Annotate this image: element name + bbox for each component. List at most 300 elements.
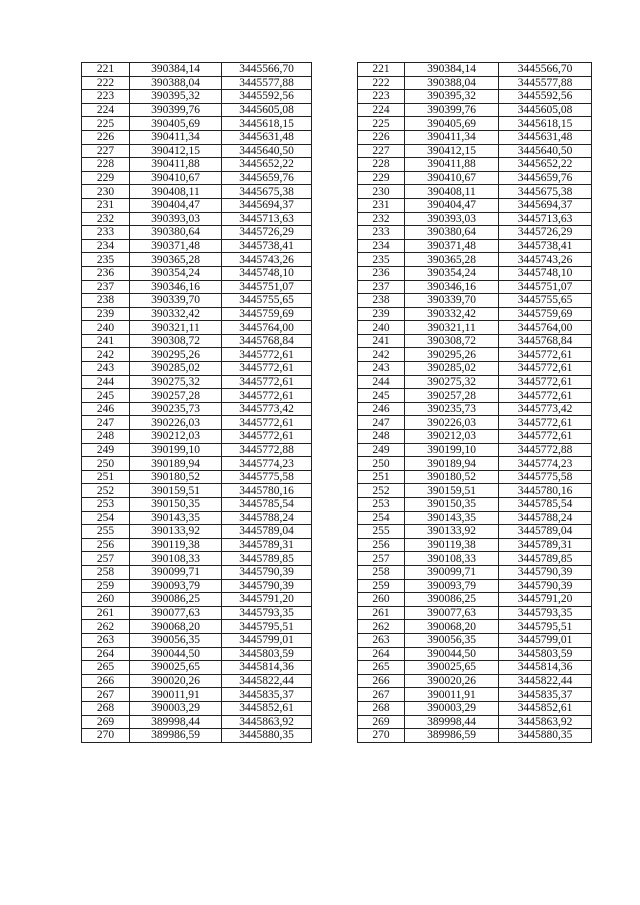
right-x-coordinate-cell: 390143,35 xyxy=(405,511,499,525)
right-x-coordinate-cell: 390226,03 xyxy=(405,416,499,430)
left-point-number-cell: 229 xyxy=(82,171,130,185)
left-y-coordinate-cell: 3445772,61 xyxy=(222,416,312,430)
left-y-coordinate-cell: 3445743,26 xyxy=(222,253,312,267)
left-point-number-cell: 237 xyxy=(82,280,130,294)
left-y-coordinate-cell: 3445592,56 xyxy=(222,90,312,104)
column-gap xyxy=(312,226,358,240)
column-gap xyxy=(312,294,358,308)
left-y-coordinate-cell: 3445863,92 xyxy=(222,715,312,729)
right-y-coordinate-cell: 3445755,65 xyxy=(499,294,592,308)
column-gap xyxy=(312,280,358,294)
right-x-coordinate-cell: 390408,11 xyxy=(405,185,499,199)
right-y-coordinate-cell: 3445852,61 xyxy=(499,701,592,715)
right-y-coordinate-cell: 3445764,00 xyxy=(499,321,592,335)
left-point-number-cell: 233 xyxy=(82,226,130,240)
left-point-number-cell: 242 xyxy=(82,348,130,362)
left-point-number-cell: 259 xyxy=(82,579,130,593)
right-y-coordinate-cell: 3445772,61 xyxy=(499,430,592,444)
left-y-coordinate-cell: 3445631,48 xyxy=(222,130,312,144)
right-point-number-cell: 257 xyxy=(358,552,405,566)
right-y-coordinate-cell: 3445592,56 xyxy=(499,90,592,104)
column-gap xyxy=(312,253,358,267)
left-point-number-cell: 247 xyxy=(82,416,130,430)
table-row xyxy=(82,226,592,240)
right-point-number-cell: 229 xyxy=(358,171,405,185)
left-x-coordinate-cell: 390133,92 xyxy=(130,525,222,539)
table-row xyxy=(82,538,592,552)
table-row xyxy=(82,130,592,144)
right-y-coordinate-cell: 3445788,24 xyxy=(499,511,592,525)
table-row xyxy=(82,90,592,104)
right-y-coordinate-cell: 3445768,84 xyxy=(499,334,592,348)
column-gap xyxy=(312,674,358,688)
right-x-coordinate-cell: 390380,64 xyxy=(405,226,499,240)
table-row xyxy=(82,443,592,457)
column-gap xyxy=(312,729,358,743)
left-point-number-cell: 255 xyxy=(82,525,130,539)
left-y-coordinate-cell: 3445780,16 xyxy=(222,484,312,498)
table-row xyxy=(82,430,592,444)
column-gap xyxy=(312,103,358,117)
right-y-coordinate-cell: 3445835,37 xyxy=(499,688,592,702)
right-y-coordinate-cell: 3445748,10 xyxy=(499,266,592,280)
right-y-coordinate-cell: 3445713,63 xyxy=(499,212,592,226)
column-gap xyxy=(312,647,358,661)
column-gap xyxy=(312,158,358,172)
left-x-coordinate-cell: 390388,04 xyxy=(130,76,222,90)
column-gap xyxy=(312,389,358,403)
left-y-coordinate-cell: 3445790,39 xyxy=(222,579,312,593)
left-x-coordinate-cell: 390020,26 xyxy=(130,674,222,688)
right-y-coordinate-cell: 3445618,15 xyxy=(499,117,592,131)
left-y-coordinate-cell: 3445814,36 xyxy=(222,661,312,675)
left-point-number-cell: 256 xyxy=(82,538,130,552)
left-y-coordinate-cell: 3445799,01 xyxy=(222,633,312,647)
right-point-number-cell: 230 xyxy=(358,185,405,199)
right-point-number-cell: 232 xyxy=(358,212,405,226)
left-x-coordinate-cell: 390044,50 xyxy=(130,647,222,661)
right-point-number-cell: 236 xyxy=(358,266,405,280)
right-x-coordinate-cell: 390025,65 xyxy=(405,661,499,675)
left-point-number-cell: 268 xyxy=(82,701,130,715)
left-x-coordinate-cell: 390408,11 xyxy=(130,185,222,199)
right-y-coordinate-cell: 3445605,08 xyxy=(499,103,592,117)
right-x-coordinate-cell: 390235,73 xyxy=(405,402,499,416)
left-y-coordinate-cell: 3445773,42 xyxy=(222,402,312,416)
right-y-coordinate-cell: 3445785,54 xyxy=(499,498,592,512)
table-row xyxy=(82,76,592,90)
left-y-coordinate-cell: 3445738,41 xyxy=(222,239,312,253)
left-y-coordinate-cell: 3445788,24 xyxy=(222,511,312,525)
right-x-coordinate-cell: 390212,03 xyxy=(405,430,499,444)
table-row xyxy=(82,525,592,539)
left-x-coordinate-cell: 390056,35 xyxy=(130,633,222,647)
left-x-coordinate-cell: 390099,71 xyxy=(130,565,222,579)
right-x-coordinate-cell: 390044,50 xyxy=(405,647,499,661)
column-gap xyxy=(312,185,358,199)
right-point-number-cell: 268 xyxy=(358,701,405,715)
right-x-coordinate-cell: 390199,10 xyxy=(405,443,499,457)
left-x-coordinate-cell: 390354,24 xyxy=(130,266,222,280)
left-point-number-cell: 244 xyxy=(82,375,130,389)
left-x-coordinate-cell: 390365,28 xyxy=(130,253,222,267)
column-gap xyxy=(312,525,358,539)
left-point-number-cell: 232 xyxy=(82,212,130,226)
right-point-number-cell: 233 xyxy=(358,226,405,240)
column-gap xyxy=(312,334,358,348)
right-y-coordinate-cell: 3445793,35 xyxy=(499,606,592,620)
left-x-coordinate-cell: 390235,73 xyxy=(130,402,222,416)
left-x-coordinate-cell: 390321,11 xyxy=(130,321,222,335)
column-gap xyxy=(312,402,358,416)
right-point-number-cell: 239 xyxy=(358,307,405,321)
right-point-number-cell: 256 xyxy=(358,538,405,552)
table-row xyxy=(82,688,592,702)
column-gap xyxy=(312,552,358,566)
left-x-coordinate-cell: 390295,26 xyxy=(130,348,222,362)
right-point-number-cell: 248 xyxy=(358,430,405,444)
column-gap xyxy=(312,144,358,158)
right-x-coordinate-cell: 390393,03 xyxy=(405,212,499,226)
column-gap xyxy=(312,198,358,212)
right-x-coordinate-cell: 390339,70 xyxy=(405,294,499,308)
table-row xyxy=(82,498,592,512)
left-point-number-cell: 241 xyxy=(82,334,130,348)
right-point-number-cell: 228 xyxy=(358,158,405,172)
table-row xyxy=(82,620,592,634)
left-x-coordinate-cell: 390399,76 xyxy=(130,103,222,117)
right-point-number-cell: 262 xyxy=(358,620,405,634)
right-x-coordinate-cell: 390086,25 xyxy=(405,593,499,607)
left-point-number-cell: 265 xyxy=(82,661,130,675)
left-point-number-cell: 261 xyxy=(82,606,130,620)
right-y-coordinate-cell: 3445631,48 xyxy=(499,130,592,144)
left-point-number-cell: 266 xyxy=(82,674,130,688)
right-point-number-cell: 249 xyxy=(358,443,405,457)
right-x-coordinate-cell: 390003,29 xyxy=(405,701,499,715)
right-x-coordinate-cell: 390108,33 xyxy=(405,552,499,566)
right-point-number-cell: 234 xyxy=(358,239,405,253)
column-gap xyxy=(312,498,358,512)
column-gap xyxy=(312,606,358,620)
left-y-coordinate-cell: 3445789,31 xyxy=(222,538,312,552)
left-x-coordinate-cell: 390180,52 xyxy=(130,470,222,484)
left-y-coordinate-cell: 3445652,22 xyxy=(222,158,312,172)
right-x-coordinate-cell: 390077,63 xyxy=(405,606,499,620)
right-y-coordinate-cell: 3445659,76 xyxy=(499,171,592,185)
table-row xyxy=(82,280,592,294)
right-point-number-cell: 255 xyxy=(358,525,405,539)
left-y-coordinate-cell: 3445772,61 xyxy=(222,430,312,444)
left-y-coordinate-cell: 3445822,44 xyxy=(222,674,312,688)
left-point-number-cell: 249 xyxy=(82,443,130,457)
left-y-coordinate-cell: 3445748,10 xyxy=(222,266,312,280)
left-y-coordinate-cell: 3445640,50 xyxy=(222,144,312,158)
left-x-coordinate-cell: 390025,65 xyxy=(130,661,222,675)
left-y-coordinate-cell: 3445726,29 xyxy=(222,226,312,240)
column-gap xyxy=(312,457,358,471)
table-row xyxy=(82,674,592,688)
table-row xyxy=(82,266,592,280)
left-point-number-cell: 239 xyxy=(82,307,130,321)
table-row xyxy=(82,416,592,430)
right-point-number-cell: 222 xyxy=(358,76,405,90)
right-x-coordinate-cell: 390365,28 xyxy=(405,253,499,267)
right-y-coordinate-cell: 3445772,88 xyxy=(499,443,592,457)
right-point-number-cell: 243 xyxy=(358,362,405,376)
coordinates-table xyxy=(81,62,592,743)
column-gap xyxy=(312,470,358,484)
table-row xyxy=(82,362,592,376)
column-gap xyxy=(312,348,358,362)
table-row xyxy=(82,457,592,471)
right-point-number-cell: 235 xyxy=(358,253,405,267)
column-gap xyxy=(312,484,358,498)
right-x-coordinate-cell: 390371,48 xyxy=(405,239,499,253)
right-point-number-cell: 237 xyxy=(358,280,405,294)
left-y-coordinate-cell: 3445675,38 xyxy=(222,185,312,199)
left-y-coordinate-cell: 3445852,61 xyxy=(222,701,312,715)
right-y-coordinate-cell: 3445772,61 xyxy=(499,362,592,376)
table-row xyxy=(82,715,592,729)
right-x-coordinate-cell: 390093,79 xyxy=(405,579,499,593)
right-point-number-cell: 266 xyxy=(358,674,405,688)
left-point-number-cell: 263 xyxy=(82,633,130,647)
right-x-coordinate-cell: 390332,42 xyxy=(405,307,499,321)
left-point-number-cell: 262 xyxy=(82,620,130,634)
column-gap xyxy=(312,239,358,253)
right-point-number-cell: 261 xyxy=(358,606,405,620)
left-x-coordinate-cell: 390411,34 xyxy=(130,130,222,144)
left-point-number-cell: 227 xyxy=(82,144,130,158)
right-y-coordinate-cell: 3445803,59 xyxy=(499,647,592,661)
table-row xyxy=(82,375,592,389)
right-x-coordinate-cell: 390056,35 xyxy=(405,633,499,647)
left-y-coordinate-cell: 3445566,70 xyxy=(222,63,312,77)
left-point-number-cell: 269 xyxy=(82,715,130,729)
column-gap xyxy=(312,633,358,647)
right-y-coordinate-cell: 3445772,61 xyxy=(499,348,592,362)
right-point-number-cell: 227 xyxy=(358,144,405,158)
left-x-coordinate-cell: 390011,91 xyxy=(130,688,222,702)
right-y-coordinate-cell: 3445640,50 xyxy=(499,144,592,158)
left-point-number-cell: 258 xyxy=(82,565,130,579)
left-point-number-cell: 267 xyxy=(82,688,130,702)
table-row xyxy=(82,579,592,593)
right-point-number-cell: 265 xyxy=(358,661,405,675)
right-x-coordinate-cell: 390180,52 xyxy=(405,470,499,484)
right-y-coordinate-cell: 3445772,61 xyxy=(499,375,592,389)
left-x-coordinate-cell: 390093,79 xyxy=(130,579,222,593)
right-y-coordinate-cell: 3445863,92 xyxy=(499,715,592,729)
right-x-coordinate-cell: 390412,15 xyxy=(405,144,499,158)
column-gap xyxy=(312,321,358,335)
left-x-coordinate-cell: 390404,47 xyxy=(130,198,222,212)
column-gap xyxy=(312,375,358,389)
right-x-coordinate-cell: 390346,16 xyxy=(405,280,499,294)
table-row xyxy=(82,307,592,321)
column-gap xyxy=(312,538,358,552)
right-point-number-cell: 224 xyxy=(358,103,405,117)
right-x-coordinate-cell: 390410,67 xyxy=(405,171,499,185)
column-gap xyxy=(312,661,358,675)
left-y-coordinate-cell: 3445789,04 xyxy=(222,525,312,539)
column-gap xyxy=(312,443,358,457)
right-point-number-cell: 241 xyxy=(358,334,405,348)
table-row xyxy=(82,117,592,131)
left-x-coordinate-cell: 390339,70 xyxy=(130,294,222,308)
left-x-coordinate-cell: 390143,35 xyxy=(130,511,222,525)
right-x-coordinate-cell: 390257,28 xyxy=(405,389,499,403)
left-point-number-cell: 251 xyxy=(82,470,130,484)
right-point-number-cell: 253 xyxy=(358,498,405,512)
left-y-coordinate-cell: 3445759,69 xyxy=(222,307,312,321)
left-y-coordinate-cell: 3445659,76 xyxy=(222,171,312,185)
left-x-coordinate-cell: 390108,33 xyxy=(130,552,222,566)
right-y-coordinate-cell: 3445790,39 xyxy=(499,579,592,593)
left-point-number-cell: 234 xyxy=(82,239,130,253)
left-y-coordinate-cell: 3445772,88 xyxy=(222,443,312,457)
right-x-coordinate-cell: 390285,02 xyxy=(405,362,499,376)
table-row xyxy=(82,253,592,267)
left-x-coordinate-cell: 390384,14 xyxy=(130,63,222,77)
table-row xyxy=(82,606,592,620)
right-x-coordinate-cell: 390388,04 xyxy=(405,76,499,90)
left-point-number-cell: 243 xyxy=(82,362,130,376)
left-x-coordinate-cell: 390226,03 xyxy=(130,416,222,430)
right-y-coordinate-cell: 3445652,22 xyxy=(499,158,592,172)
table-row xyxy=(82,701,592,715)
column-gap xyxy=(312,416,358,430)
table-row xyxy=(82,144,592,158)
table-row xyxy=(82,158,592,172)
right-y-coordinate-cell: 3445759,69 xyxy=(499,307,592,321)
column-gap xyxy=(312,620,358,634)
right-y-coordinate-cell: 3445774,23 xyxy=(499,457,592,471)
right-y-coordinate-cell: 3445775,58 xyxy=(499,470,592,484)
right-x-coordinate-cell: 390321,11 xyxy=(405,321,499,335)
left-y-coordinate-cell: 3445764,00 xyxy=(222,321,312,335)
right-point-number-cell: 260 xyxy=(358,593,405,607)
right-x-coordinate-cell: 390068,20 xyxy=(405,620,499,634)
left-point-number-cell: 222 xyxy=(82,76,130,90)
right-point-number-cell: 270 xyxy=(358,729,405,743)
left-point-number-cell: 260 xyxy=(82,593,130,607)
right-y-coordinate-cell: 3445772,61 xyxy=(499,389,592,403)
right-y-coordinate-cell: 3445791,20 xyxy=(499,593,592,607)
right-y-coordinate-cell: 3445738,41 xyxy=(499,239,592,253)
left-x-coordinate-cell: 390199,10 xyxy=(130,443,222,457)
table-row xyxy=(82,470,592,484)
right-x-coordinate-cell: 390354,24 xyxy=(405,266,499,280)
right-x-coordinate-cell: 390308,72 xyxy=(405,334,499,348)
left-point-number-cell: 246 xyxy=(82,402,130,416)
left-y-coordinate-cell: 3445803,59 xyxy=(222,647,312,661)
column-gap xyxy=(312,212,358,226)
right-y-coordinate-cell: 3445822,44 xyxy=(499,674,592,688)
right-point-number-cell: 246 xyxy=(358,402,405,416)
left-point-number-cell: 231 xyxy=(82,198,130,212)
right-point-number-cell: 254 xyxy=(358,511,405,525)
left-x-coordinate-cell: 390086,25 xyxy=(130,593,222,607)
left-point-number-cell: 223 xyxy=(82,90,130,104)
left-x-coordinate-cell: 390405,69 xyxy=(130,117,222,131)
left-y-coordinate-cell: 3445880,35 xyxy=(222,729,312,743)
left-y-coordinate-cell: 3445774,23 xyxy=(222,457,312,471)
left-point-number-cell: 228 xyxy=(82,158,130,172)
column-gap xyxy=(312,307,358,321)
right-y-coordinate-cell: 3445743,26 xyxy=(499,253,592,267)
column-gap xyxy=(312,715,358,729)
left-y-coordinate-cell: 3445772,61 xyxy=(222,362,312,376)
column-gap xyxy=(312,511,358,525)
left-point-number-cell: 254 xyxy=(82,511,130,525)
right-x-coordinate-cell: 390395,32 xyxy=(405,90,499,104)
right-x-coordinate-cell: 390159,51 xyxy=(405,484,499,498)
right-x-coordinate-cell: 389986,59 xyxy=(405,729,499,743)
column-gap xyxy=(312,688,358,702)
table-row xyxy=(82,565,592,579)
right-y-coordinate-cell: 3445814,36 xyxy=(499,661,592,675)
right-x-coordinate-cell: 390411,88 xyxy=(405,158,499,172)
table-row xyxy=(82,171,592,185)
left-y-coordinate-cell: 3445775,58 xyxy=(222,470,312,484)
right-x-coordinate-cell: 390404,47 xyxy=(405,198,499,212)
left-x-coordinate-cell: 390380,64 xyxy=(130,226,222,240)
left-x-coordinate-cell: 390150,35 xyxy=(130,498,222,512)
column-gap xyxy=(312,171,358,185)
right-y-coordinate-cell: 3445772,61 xyxy=(499,416,592,430)
right-x-coordinate-cell: 389998,44 xyxy=(405,715,499,729)
left-point-number-cell: 221 xyxy=(82,63,130,77)
right-x-coordinate-cell: 390295,26 xyxy=(405,348,499,362)
left-point-number-cell: 270 xyxy=(82,729,130,743)
left-x-coordinate-cell: 390068,20 xyxy=(130,620,222,634)
right-point-number-cell: 245 xyxy=(358,389,405,403)
right-y-coordinate-cell: 3445566,70 xyxy=(499,63,592,77)
left-x-coordinate-cell: 390077,63 xyxy=(130,606,222,620)
column-gap xyxy=(312,430,358,444)
right-y-coordinate-cell: 3445789,85 xyxy=(499,552,592,566)
right-point-number-cell: 225 xyxy=(358,117,405,131)
column-gap xyxy=(312,117,358,131)
left-point-number-cell: 250 xyxy=(82,457,130,471)
table-row xyxy=(82,593,592,607)
left-x-coordinate-cell: 390275,32 xyxy=(130,375,222,389)
table-row xyxy=(82,348,592,362)
right-x-coordinate-cell: 390150,35 xyxy=(405,498,499,512)
left-point-number-cell: 264 xyxy=(82,647,130,661)
table-row xyxy=(82,212,592,226)
left-x-coordinate-cell: 390003,29 xyxy=(130,701,222,715)
table-row xyxy=(82,552,592,566)
column-gap xyxy=(312,565,358,579)
left-point-number-cell: 236 xyxy=(82,266,130,280)
left-y-coordinate-cell: 3445694,37 xyxy=(222,198,312,212)
column-gap xyxy=(312,76,358,90)
left-point-number-cell: 257 xyxy=(82,552,130,566)
table-row xyxy=(82,661,592,675)
left-y-coordinate-cell: 3445755,65 xyxy=(222,294,312,308)
left-y-coordinate-cell: 3445772,61 xyxy=(222,389,312,403)
left-x-coordinate-cell: 390159,51 xyxy=(130,484,222,498)
right-point-number-cell: 267 xyxy=(358,688,405,702)
right-y-coordinate-cell: 3445795,51 xyxy=(499,620,592,634)
right-x-coordinate-cell: 390411,34 xyxy=(405,130,499,144)
table-row xyxy=(82,334,592,348)
table-row xyxy=(82,294,592,308)
left-y-coordinate-cell: 3445772,61 xyxy=(222,375,312,389)
